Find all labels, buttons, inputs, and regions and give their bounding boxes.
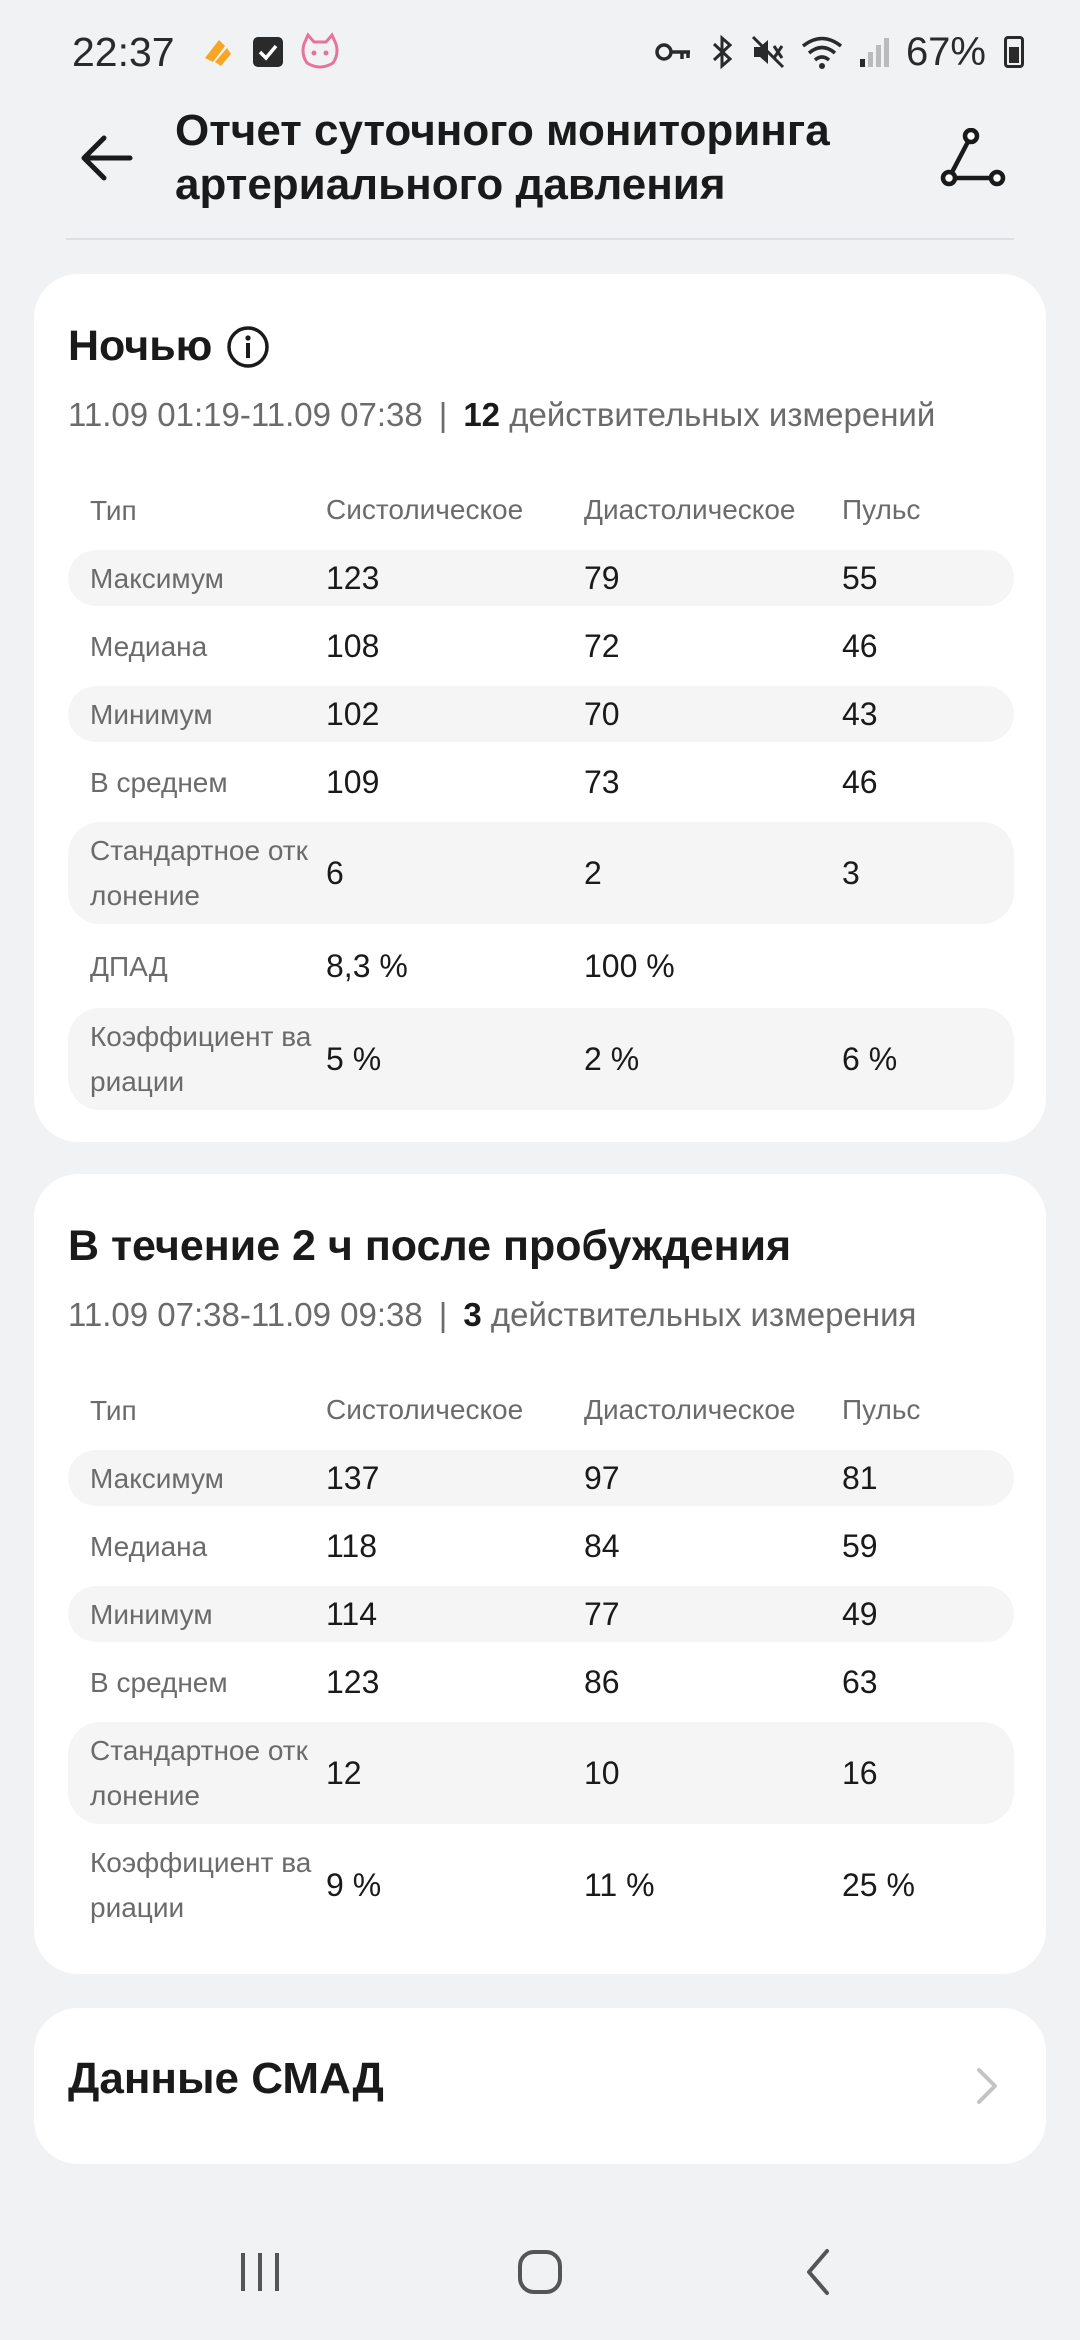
system-nav-bar [0,2204,1080,2340]
table-row [68,686,1014,742]
check-icon [251,35,285,69]
wake-count-label: действительных измерения [490,1296,917,1333]
system-back-button[interactable] [775,2227,865,2317]
row-systolic: 109 [326,763,380,800]
wifi-icon [800,34,844,70]
night-date-range: 11.09 01:19-11.09 07:38 [68,396,423,433]
share-button[interactable] [935,122,1011,198]
wake-title [68,1222,791,1271]
flash-icon [197,32,237,72]
separator: | [438,1296,448,1333]
row-systolic: 118 [326,1527,378,1564]
row-type: Максимум [90,562,224,594]
row-systolic: 123 [326,1663,380,1700]
signal-icon [858,35,892,69]
column-header-diastolic: Диастолическое [584,494,796,525]
row-type: В среднем [90,766,228,798]
night-title [68,322,270,371]
wake-date-range: 11.09 07:38-11.09 09:38 [68,1296,423,1333]
row-systolic: 5 % [326,1040,382,1077]
column-header-diastolic: Диастолическое [584,1394,796,1425]
night-card [34,274,1046,1142]
row-systolic: 108 [326,627,380,664]
column-header-pulse: Пульс [842,1394,921,1425]
status-right [654,30,1024,75]
night-table [68,480,1014,1110]
row-pulse: 81 [842,1459,878,1496]
night-subtitle [68,396,935,434]
column-header-pulse: Пульс [842,494,921,525]
row-pulse: 25 % [842,1866,915,1903]
mute-icon [750,34,786,70]
row-pulse: 55 [842,559,878,596]
row-type: Коэффициент ва риации [90,1847,312,1923]
row-diastolic: 86 [584,1663,620,1700]
status-bar [0,0,1080,104]
table-header-row [68,1380,1014,1440]
wake-card [34,1174,1046,1974]
row-systolic: 102 [326,695,380,732]
row-diastolic: 97 [584,1459,620,1496]
row-diastolic: 10 [584,1754,620,1791]
night-count-label: действительных измерений [509,396,936,433]
recent-apps-button[interactable] [215,2227,305,2317]
row-diastolic: 79 [584,559,620,596]
row-diastolic: 77 [584,1595,620,1632]
recent-apps-icon [235,2247,285,2297]
smad-title: Данные СМАД [68,2054,384,2103]
row-type: Медиана [90,1530,208,1562]
table-row [68,550,1014,606]
table-header-row [68,480,1014,540]
row-diastolic: 73 [584,763,620,800]
row-type: Максимум [90,1462,224,1494]
night-count: 12 [463,396,501,433]
home-icon [515,2247,565,2297]
row-systolic: 114 [326,1595,378,1632]
row-diastolic: 11 % [584,1866,655,1903]
row-systolic: 6 [326,854,344,891]
row-diastolic: 2 [584,854,602,891]
wake-title-text: В течение 2 ч после пробуждения [68,1222,792,1270]
table-row [68,1450,1014,1506]
row-type: Коэффициент ва риации [90,1021,312,1097]
row-pulse: 63 [842,1663,878,1700]
table-row [68,1008,1014,1110]
row-type: Минимум [90,1598,213,1630]
row-pulse: 46 [842,627,878,664]
table-row [68,1722,1014,1824]
table-row [68,822,1014,924]
night-title-text: Ночью [68,322,213,370]
row-pulse: 3 [842,854,860,891]
table-row [68,1654,1014,1710]
key-icon [654,37,694,67]
table-row [68,938,1014,994]
row-pulse: 49 [842,1595,878,1632]
row-type: Стандартное отк лонение [90,1735,308,1811]
row-pulse: 43 [842,695,878,732]
row-systolic: 123 [326,559,380,596]
row-systolic: 8,3 % [326,947,408,984]
header-divider [66,238,1014,240]
row-pulse: 6 % [842,1040,898,1077]
column-header-type: Тип [90,494,137,526]
row-systolic: 137 [326,1459,380,1496]
page-title: Отчет суточного мониторинга артериального давления [175,106,830,209]
battery-percent: 67% [905,29,986,74]
table-row [68,1586,1014,1642]
table-row [68,618,1014,674]
separator: | [438,396,448,433]
row-type: В среднем [90,1666,228,1698]
table-row [68,754,1014,810]
row-pulse: 59 [842,1527,878,1564]
cat-icon [299,32,341,72]
row-diastolic: 70 [584,695,620,732]
row-systolic: 9 % [326,1866,382,1903]
info-icon[interactable] [226,325,270,369]
smad-data-link[interactable] [34,2008,1046,2164]
row-diastolic: 72 [584,627,620,664]
wake-table [68,1380,1014,1936]
back-button[interactable] [70,122,142,194]
status-left [72,29,341,76]
row-pulse: 46 [842,763,878,800]
column-header-systolic: Систолическое [326,494,524,525]
app-header [0,104,1080,240]
row-type: Медиана [90,630,208,662]
home-button[interactable] [495,2227,585,2317]
wake-subtitle [68,1296,916,1334]
row-diastolic: 84 [584,1527,620,1564]
row-type: Минимум [90,698,213,730]
row-diastolic: 100 % [584,947,675,984]
share-icon [939,128,1007,192]
table-row [68,1834,1014,1936]
arrow-left-icon [76,128,136,188]
status-time: 22:37 [72,28,175,75]
row-type: Стандартное отк лонение [90,835,308,911]
row-systolic: 12 [326,1754,362,1791]
chevron-right-icon [962,2062,1010,2110]
table-row [68,1518,1014,1574]
row-pulse: 16 [842,1754,878,1791]
wake-count: 3 [463,1296,482,1333]
row-type: ДПАД [90,950,168,982]
column-header-systolic: Систолическое [326,1394,524,1425]
battery-icon [1004,36,1024,68]
bluetooth-icon [708,34,736,70]
system-back-icon [795,2247,845,2297]
row-diastolic: 2 % [584,1040,640,1077]
column-header-type: Тип [90,1394,137,1426]
